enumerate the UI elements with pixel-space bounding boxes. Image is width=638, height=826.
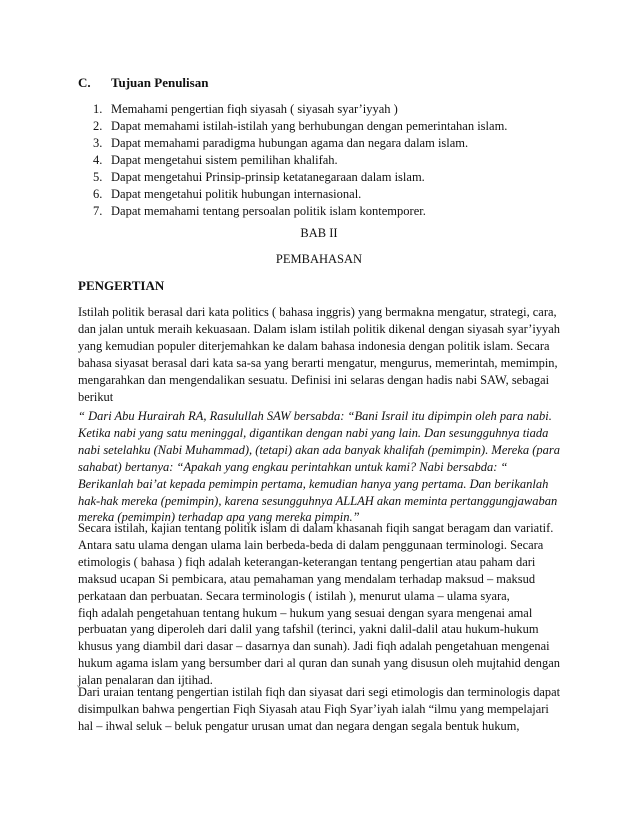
chapter-title: PEMBAHASAN: [275, 252, 363, 266]
list-item: 1. Memahami pengertian fiqh siyasah ( siyasah syar’iyyah ): [93, 102, 398, 116]
list-item: 4. Dapat mengetahui sistem pemilihan khalifah.: [93, 153, 338, 167]
paragraph-terminology: Secara istilah, kajian tentang politik islam di dalam khasanah fiqih sangat beragam dan variatif. Antara satu ulama dengan ulama lain berbeda-beda di dalam penggunaan terminologi. Secara etimologis ( bahasa ) fiqh adalah keterangan-keterangan tentang pengertian atau paham dari maksud ucapan Si pembicara, atau pemahaman yang mendalam terhadap maksud – maksud perkataan dan perbuatan. Secara terminologis ( istilah ), menurut ulama – ulama syara, fiqh adalah pengetahuan tentang hukum – hukum yang sesuai dengan syara mengenai amal perbuatan yang diperoleh dari dalil yang tafshil (terinci, yakni dalil-dalil atau hukum-hukum khusus yang diambil dari dasar – dasarnya dan sunah). Jadi fiqh adalah pengetahuan mengenai hukum agama islam yang bersumber dari al quran dan sunah yang disusun oleh mujtahid dengan jalan penalaran dan ijtihad.: [78, 521, 560, 688]
paragraph-conclusion: Dari uraian tentang pengertian istilah fiqh dan siyasat dari segi etimologis dan terminologis dapat disimpulkan bahwa pengertian Fiqh Siyasah atau Fiqh Syar’iyah ialah “ilmu yang mempelajari hal – ihwal seluk – beluk pengatur urusan umat dan negara dengan segala bentuk hukum,: [78, 685, 561, 733]
list-item: 2. Dapat memahami istilah-istilah yang berhubungan dengan pemerintahan islam.: [93, 119, 508, 133]
paragraph-hadith: “ Dari Abu Hurairah RA, Rasulullah SAW bersabda: “Bani Israil itu dipimpin oleh para nabi. Ketika nabi yang satu meninggal, digantikan dengan nabi yang lain. Dan sesungguhnya tiada nabi setelahku (Nabi Muhammad), (tetapi) akan ada banyak khalifah (pemimpin). Mereka (para sahabat) bertanya: “Apakah yang engkau perintahkan untuk kami? Nabi bersabda: “ Berikanlah bai’at kepada pemimpin pertama, kemudian hanya yang pertama. Dan berikanlah hak-hak mereka (pemimpin), karena sesungguhnya ALLAH akan meminta pertanggungjawaban mereka (pemimpin) terhadap apa yang mereka pimpin.”: [78, 409, 560, 525]
paragraph-definition: Istilah politik berasal dari kata politics ( bahasa inggris) yang bermakna mengatur, strategi, cara, dan jalan untuk meraih kekuasaan. Dalam islam istilah politik dikenal dengan siyasah syar’iyyah yang kemudian populer diterjemahkan ke dalam bahasa indonesia dengan politik islam. Secara bahasa siyasat berasal dari kata sa-sa yang berarti mengatur, mengurus, memerintah, memimpin, mengarahkan dan mengendalikan sesuatu. Definisi ini selaras dengan hadis nabi SAW, sebagai berikut: [78, 305, 561, 404]
section-title: Tujuan Penulisan: [111, 75, 209, 90]
chapter-label: BAB II: [300, 226, 338, 240]
list-item: 5. Dapat mengetahui Prinsip-prinsip ketatanegaraan dalam islam.: [93, 170, 425, 184]
list-item: 7. Dapat memahami tentang persoalan politik islam kontemporer.: [93, 204, 426, 218]
section-letter: C.: [78, 75, 91, 90]
list-item: 3. Dapat memahami paradigma hubungan agama dan negara dalam islam.: [93, 136, 469, 150]
subheading: PENGERTIAN: [78, 278, 165, 293]
goals-list: [93, 101, 507, 220]
list-item: 6. Dapat mengetahui politik hubungan internasional.: [93, 187, 362, 201]
section-heading: [78, 75, 208, 91]
